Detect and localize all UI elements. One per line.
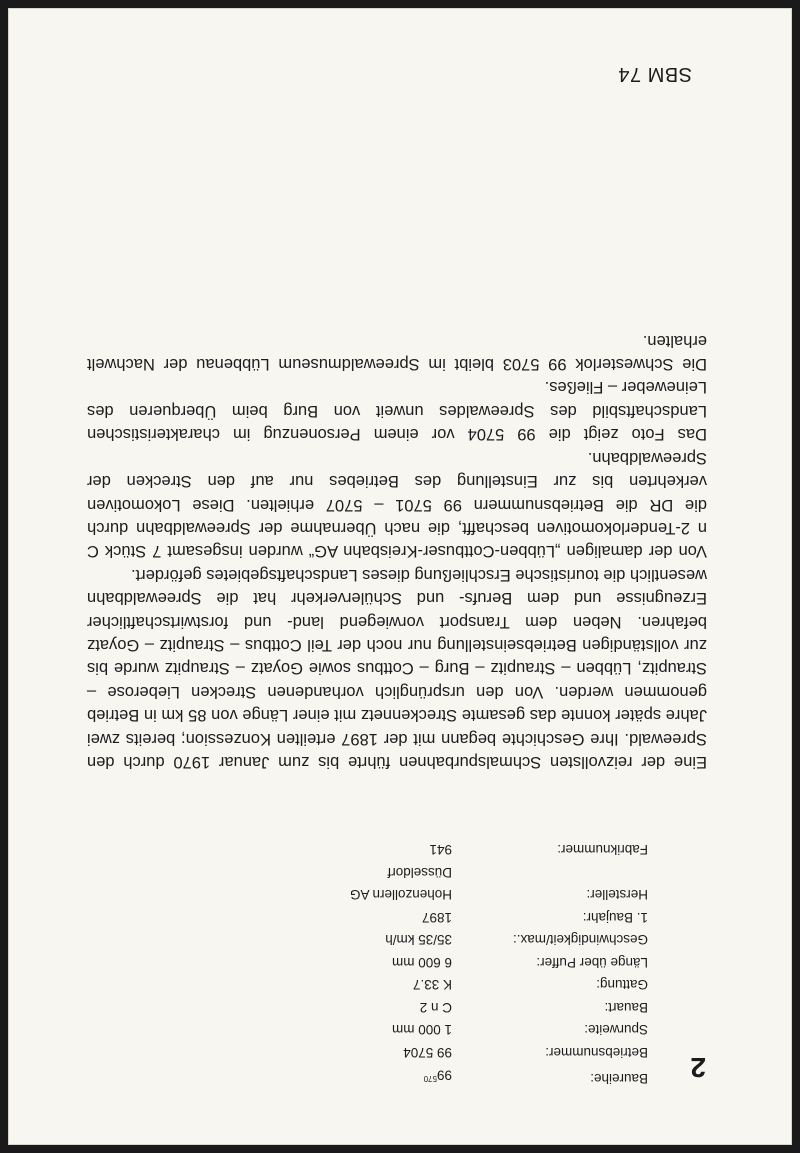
spec-value: 941 <box>429 842 452 858</box>
spec-label: Geschwindigkeit/max.: <box>512 932 648 948</box>
spec-row <box>350 1018 648 1041</box>
spec-row <box>350 861 648 906</box>
spec-label: Hersteller: <box>586 887 648 903</box>
spec-row <box>350 996 648 1019</box>
spec-value: 1 000 mm <box>391 1022 452 1038</box>
spec-label: Gattung: <box>596 977 648 993</box>
spec-label: Länge über Puffer: <box>536 955 648 970</box>
spec-label: 1. Baujahr: <box>582 910 648 925</box>
spec-label: Bauart: <box>604 1000 648 1015</box>
rotated-content <box>8 8 792 1145</box>
spec-value: 6 600 mm <box>391 955 452 970</box>
spec-value: C n 2 <box>419 1000 452 1015</box>
spec-row <box>350 1063 648 1089</box>
spec-row <box>350 973 648 996</box>
catalog-code: SBM 74 <box>617 63 692 85</box>
card-number: 2 <box>690 1052 706 1083</box>
spec-value: 35/35 km/h <box>385 932 452 948</box>
spec-row <box>350 838 648 861</box>
spec-value: Hohenzollern AG Düsseldorf <box>349 865 452 903</box>
paragraph: Das Foto zeigt die 99 5704 vor einem Personenzug im charakteristischen Landschaftsbild des Spreewaldes unweit von Burg beim Überqueren des Leineweber – Fließes. <box>87 378 707 444</box>
spec-value: $99^{570}$ <box>423 1067 452 1083</box>
spec-row <box>350 906 648 929</box>
spec-row <box>350 1041 648 1064</box>
paragraph: Von der damaligen „Lübben-Cottbuser-Kreisbahn AG“ wurden insgesamt 7 Stück C n 2-Tenderlokomotiven beschafft, die nach Übernahme der Spreewaldbahn durch die DR die Betriebsnummern 99 5701 – 5707 erhielten. Diese Lokomotiven verkehrten bis zur Einstellung des Betriebes nur auf den Strecken der Spreewaldbahn. <box>87 448 707 561</box>
spec-value: 99 5704 <box>403 1045 452 1060</box>
spec-label: Betriebsnummer: <box>545 1045 648 1060</box>
spec-row <box>350 928 648 951</box>
paragraph: Die Schwesterlok 99 5703 bleibt im Spreewaldmuseum Lübbenau der Nachwelt erhalten. <box>87 331 707 374</box>
spec-value-superscript: 570 <box>423 1074 437 1083</box>
description-text <box>87 328 707 773</box>
paragraph: Eine der reizvollsten Schmalspurbahnen führte bis zum Januar 1970 durch den Spreewald. Ihre Geschichte begann mit der 1897 erteilten Konzession; bereits zwei Jahre später konnte das gesamte Streckennetz mit einer Länge von 85 km in Betrieb genommen werden. Von den ursprünglich vorhandenen Strecken Lieberose – Straupitz, Lübben – Straupitz – Burg – Cottbus sowie Goyatz – Straupitz wurde bis zur vollständigen Betriebseinstellung nur noch der Teil Cottbus – Straupitz – Goyatz befahren. Neben dem Transport vorwiegend land- und forstwirtschaftlicher Erzeugnisse und dem Berufs- und Schülerverkehr hat die Spreewaldbahn wesentlich die touristische Erschließung dieses Landschaftsgebietes gefördert. <box>87 565 707 771</box>
spec-row <box>350 951 648 974</box>
spec-label: Fabriknummer: <box>557 842 648 858</box>
spec-value: 1897 <box>421 910 452 925</box>
spec-value: K 33.7 <box>412 977 452 993</box>
postcard-back <box>8 8 792 1145</box>
spec-label: Spurweite: <box>584 1022 648 1038</box>
specs-table <box>350 838 648 1089</box>
spec-label: Baureihe: <box>590 1071 648 1086</box>
